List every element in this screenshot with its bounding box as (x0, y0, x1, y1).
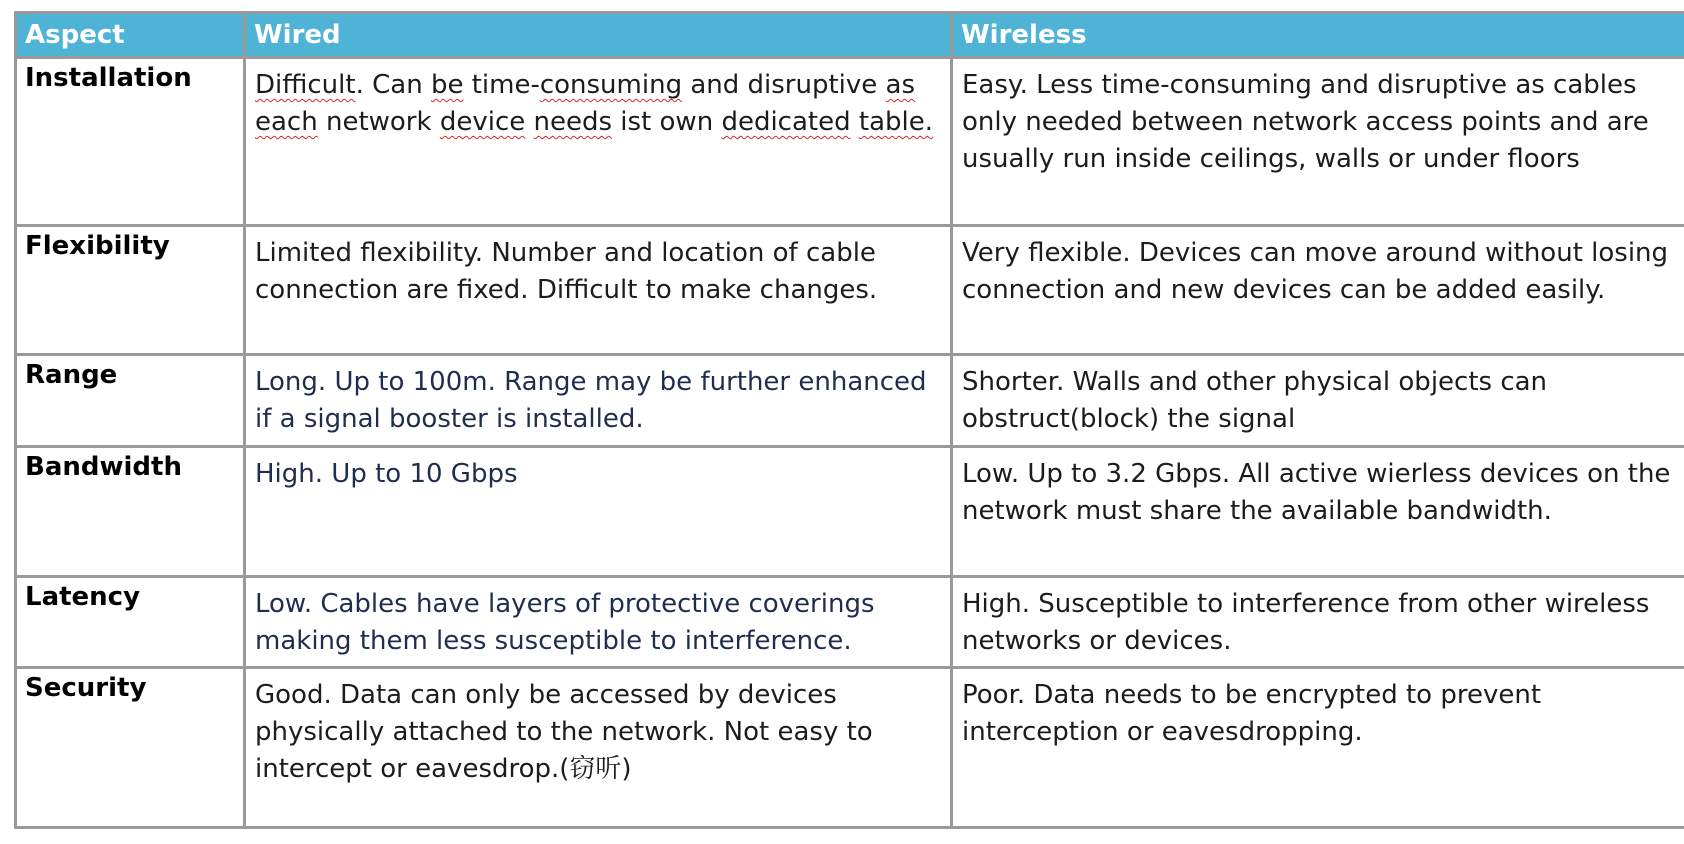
wired-cell: Long. Up to 100m. Range may be further enhanced if a signal booster is installed. (245, 355, 952, 446)
header-wired: Wired (245, 13, 952, 58)
spellcheck-word: consuming (539, 70, 683, 100)
cell-text: ist own (612, 107, 722, 137)
wired-cell (245, 58, 952, 226)
comparison-table (14, 11, 1684, 829)
aspect-cell: Bandwidth (16, 446, 245, 576)
table-row (16, 355, 1684, 446)
table-row (16, 576, 1684, 667)
table-body (16, 58, 1684, 828)
wireless-cell: Easy. Less time-consuming and disruptive as cables only needed between network access points and are usually run inside ceilings, walls or under floors (952, 58, 1684, 226)
table-row (16, 446, 1684, 576)
table-header (16, 13, 1684, 58)
wireless-cell: Very flexible. Devices can move around without losing connection and new devices can be added easily. (952, 225, 1684, 355)
table-row (16, 667, 1684, 827)
wired-cell: Good. Data can only be accessed by devices physically attached to the network. Not easy to intercept or eavesdrop.(窃听) (245, 667, 952, 827)
spellcheck-word: table. (858, 107, 933, 137)
header-aspect: Aspect (16, 13, 245, 58)
aspect-cell: Range (16, 355, 245, 446)
spellcheck-word: Difficult (255, 70, 356, 100)
header-wireless: Wireless (952, 13, 1684, 58)
spellcheck-word: as (885, 70, 916, 100)
spellcheck-word: each (255, 107, 318, 137)
aspect-cell: Latency (16, 576, 245, 667)
aspect-cell: Installation (16, 58, 245, 226)
spellcheck-word: be (430, 70, 464, 100)
header-row (16, 13, 1684, 58)
wired-cell: Limited flexibility. Number and location of cable connection are fixed. Difficult to make changes. (245, 225, 952, 355)
spellcheck-word: needs (533, 107, 613, 137)
cell-text: . Can (355, 70, 431, 100)
wireless-cell: Shorter. Walls and other physical objects can obstruct(block) the signal (952, 355, 1684, 446)
wireless-cell: Poor. Data needs to be encrypted to prevent interception or eavesdropping. (952, 667, 1684, 827)
wireless-cell: Low. Up to 3.2 Gbps. All active wierless devices on the network must share the available bandwidth. (952, 446, 1684, 576)
table-row (16, 58, 1684, 226)
cell-text: time- (463, 70, 540, 100)
spellcheck-word: device (439, 107, 526, 137)
table-row (16, 225, 1684, 355)
cell-text (525, 107, 533, 137)
aspect-cell: Flexibility (16, 225, 245, 355)
wired-cell: Low. Cables have layers of protective coverings making them less susceptible to interference. (245, 576, 952, 667)
wired-cell: High. Up to 10 Gbps (245, 446, 952, 576)
spellcheck-word: dedicated (721, 107, 851, 137)
cell-text: network (317, 107, 440, 137)
cell-text (851, 107, 859, 137)
wireless-cell: High. Susceptible to interference from other wireless networks or devices. (952, 576, 1684, 667)
aspect-cell: Security (16, 667, 245, 827)
cell-text: and disruptive (682, 70, 886, 100)
